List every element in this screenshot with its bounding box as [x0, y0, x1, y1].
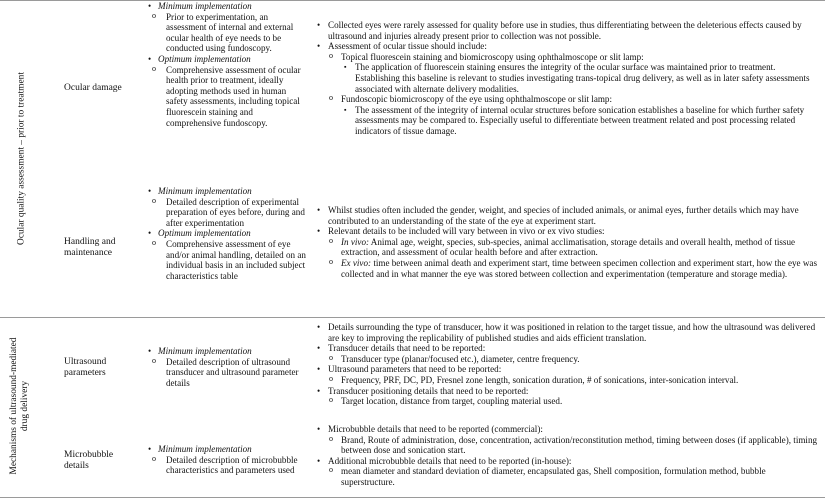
right-handling — [315, 205, 820, 279]
bullet-text: Optimum implementation — [158, 53, 251, 64]
bullet-text: time between animal death and experiment start, time between specimen collection and experiment start, how the eye was collected and in what manner the eye was stored between collection and experimentation (temperature and storage media). — [341, 257, 817, 279]
bullet-text: Additional microbubble details that need to be reported (in-house): — [328, 455, 572, 466]
bullet-item — [136, 239, 308, 281]
bullet-text: Frequency, PRF, DC, PD, Fresnel zone length, sonication duration, # of sonications, inter-sonication interval. — [341, 374, 739, 385]
bullet-item — [315, 354, 820, 365]
bullet-text: Transducer type (planar/focused etc.), diameter, centre frequency. — [341, 353, 580, 364]
bullet-text: Details surrounding the type of transducer, how it was positioned in relation to the target tissue, and how the ultrasound was delivered are key to improving the replicability of published studies and aids efficient translation. — [328, 322, 816, 343]
bullet-item — [136, 12, 308, 54]
section-label-mechanisms-text: Mechanisms of ultrasound-mediated drug delivery — [9, 337, 30, 475]
bullet-item — [136, 228, 308, 239]
bullet-item — [315, 322, 820, 343]
bullet-item — [315, 343, 820, 354]
bullet-text: Detailed description of experimental preparation of eyes before, during and after experimentation — [166, 196, 305, 228]
bullet-item — [315, 396, 820, 407]
bullet-text: Transducer positioning details that need to be reported: — [328, 385, 529, 396]
right-ocular-damage — [315, 20, 820, 137]
bullet-item — [315, 226, 820, 237]
bullet-item — [136, 197, 308, 229]
bullet-item — [315, 52, 820, 63]
bullet-text: Brand, Route of administration, dose, concentration, activation/reconstitution method, timing between doses (if applicable), timing between dose and sonication start. — [341, 434, 818, 456]
bullet-item — [136, 444, 308, 455]
bullet-item — [136, 346, 308, 357]
bullet-text: Comprehensive assessment of eye and/or animal handling, detailed on an individual basis in an included subject characteristics table — [166, 238, 306, 281]
bullet-item — [136, 186, 308, 197]
bullet-text: Detailed description of ultrasound transducer and ultrasound parameter details — [166, 356, 299, 388]
middle-handling — [136, 186, 308, 281]
middle-microbubble — [136, 444, 308, 476]
bullet-item — [315, 424, 820, 435]
bullet-item — [315, 237, 820, 258]
bullet-text: Collected eyes were rarely assessed for quality before use in studies, thus differentiating between the deleterious effects caused by ultrasound and injuries already present prior to collection was not possible. — [328, 20, 802, 41]
bullet-text: Animal age, weight, species, sub-species, animal acclimatisation, storage details and overall health, method of tissue extraction, and assessment of ocular health before and after extraction. — [341, 236, 796, 258]
bullet-text: Microbubble details that need to be reported (commercial): — [328, 424, 543, 434]
middle-ultrasound — [136, 346, 308, 388]
bullet-text: Minimum implementation — [158, 1, 252, 11]
bullet-item — [315, 20, 820, 41]
bullet-item — [315, 386, 820, 397]
bullet-lead: In vivo: — [341, 236, 370, 247]
bullet-item — [315, 364, 820, 375]
bullet-text: Optimum implementation — [158, 228, 251, 239]
right-microbubble — [315, 424, 820, 488]
section-divider — [0, 317, 825, 318]
bullet-text: Detailed description of microbubble characteristics and parameters used — [166, 454, 298, 476]
bullet-text: Whilst studies often included the gender, weight, and species of included animals, or animal eyes, further details which may have contributed to an understanding of the state of the eye at experiment start. — [328, 205, 799, 226]
bullet-lead: Ex vivo: — [341, 257, 372, 268]
bullet-text: mean diameter and standard deviation of diameter, encapsulated gas, Shell composition, formulation method, bubble superstructure. — [341, 466, 766, 487]
bullet-item — [315, 375, 820, 386]
bullet-text: The assessment of the integrity of internal ocular structures before sonication establishes a baseline for which further safety assessments may be compared to. Especially useful to differentiate between treatment related and post processing related indicators of tissue damage. — [355, 104, 805, 136]
bullet-text: Minimum implementation — [158, 444, 252, 454]
bullet-text: Assessment of ocular tissue should include: — [328, 41, 487, 52]
section-label-ocular-quality: Ocular quality assessment – prior to treatment — [16, 72, 27, 245]
bullet-item — [315, 466, 820, 487]
bullet-text: Comprehensive assessment of ocular health prior to treatment, ideally adopting methods used in human safety assessments, including topical fluorescein staining and comprehensive fundoscopy. — [166, 64, 301, 128]
bullet-text: The application of fluorescein staining ensures the integrity of the ocular surface was maintained prior to treatment. Establishing this baseline is relevant to studies investigating trans-topical drug delivery, as well as in later safety assessments associated with alternate delivery modalities. — [355, 62, 810, 94]
bullet-text: Minimum implementation — [158, 186, 252, 196]
bullet-text: Prior to experimentation, an assessment of internal and external ocular health of eye needs to be conducted using fundoscopy. — [166, 11, 294, 54]
bullet-item — [315, 41, 820, 52]
bullet-item — [136, 1, 308, 12]
row-label-ocular-damage: Ocular damage — [64, 83, 122, 93]
bullet-text: Fundoscopic biomicroscopy of the eye using ophthalmoscope or slit lamp: — [341, 94, 613, 105]
bullet-item — [136, 455, 308, 476]
bullet-item — [136, 357, 308, 389]
right-ultrasound — [315, 322, 820, 407]
bullet-item — [136, 65, 308, 129]
bullet-text: Minimum implementation — [158, 346, 252, 356]
bullet-text: Ultrasound parameters that need to be reported: — [328, 364, 502, 375]
bullet-item — [315, 105, 820, 137]
row-label-handling: Handling and maintenance — [64, 237, 116, 259]
middle-ocular-damage — [136, 1, 308, 128]
bullet-item — [136, 54, 308, 65]
bullet-item — [315, 205, 820, 226]
bullet-item — [315, 456, 820, 467]
bullet-item — [315, 94, 820, 105]
row-label-ultrasound-parameters: Ultrasound parameters — [64, 357, 107, 379]
row-divider — [0, 0, 825, 1]
bullet-text: Relevant details to be included will vary between in vivo or ex vivo studies: — [328, 226, 605, 237]
bullet-item — [315, 258, 820, 279]
bullet-item — [315, 435, 820, 456]
bullet-item — [315, 62, 820, 94]
row-label-microbubble: Microbubble details — [64, 450, 114, 472]
bullet-text: Transducer details that need to be reported: — [328, 343, 486, 354]
bullet-text: Target location, distance from target, coupling material used. — [341, 396, 563, 407]
bullet-text: Topical fluorescein staining and biomicroscopy using ophthalmoscope or slit lamp: — [341, 51, 644, 62]
section-label-mechanisms — [9, 332, 31, 480]
